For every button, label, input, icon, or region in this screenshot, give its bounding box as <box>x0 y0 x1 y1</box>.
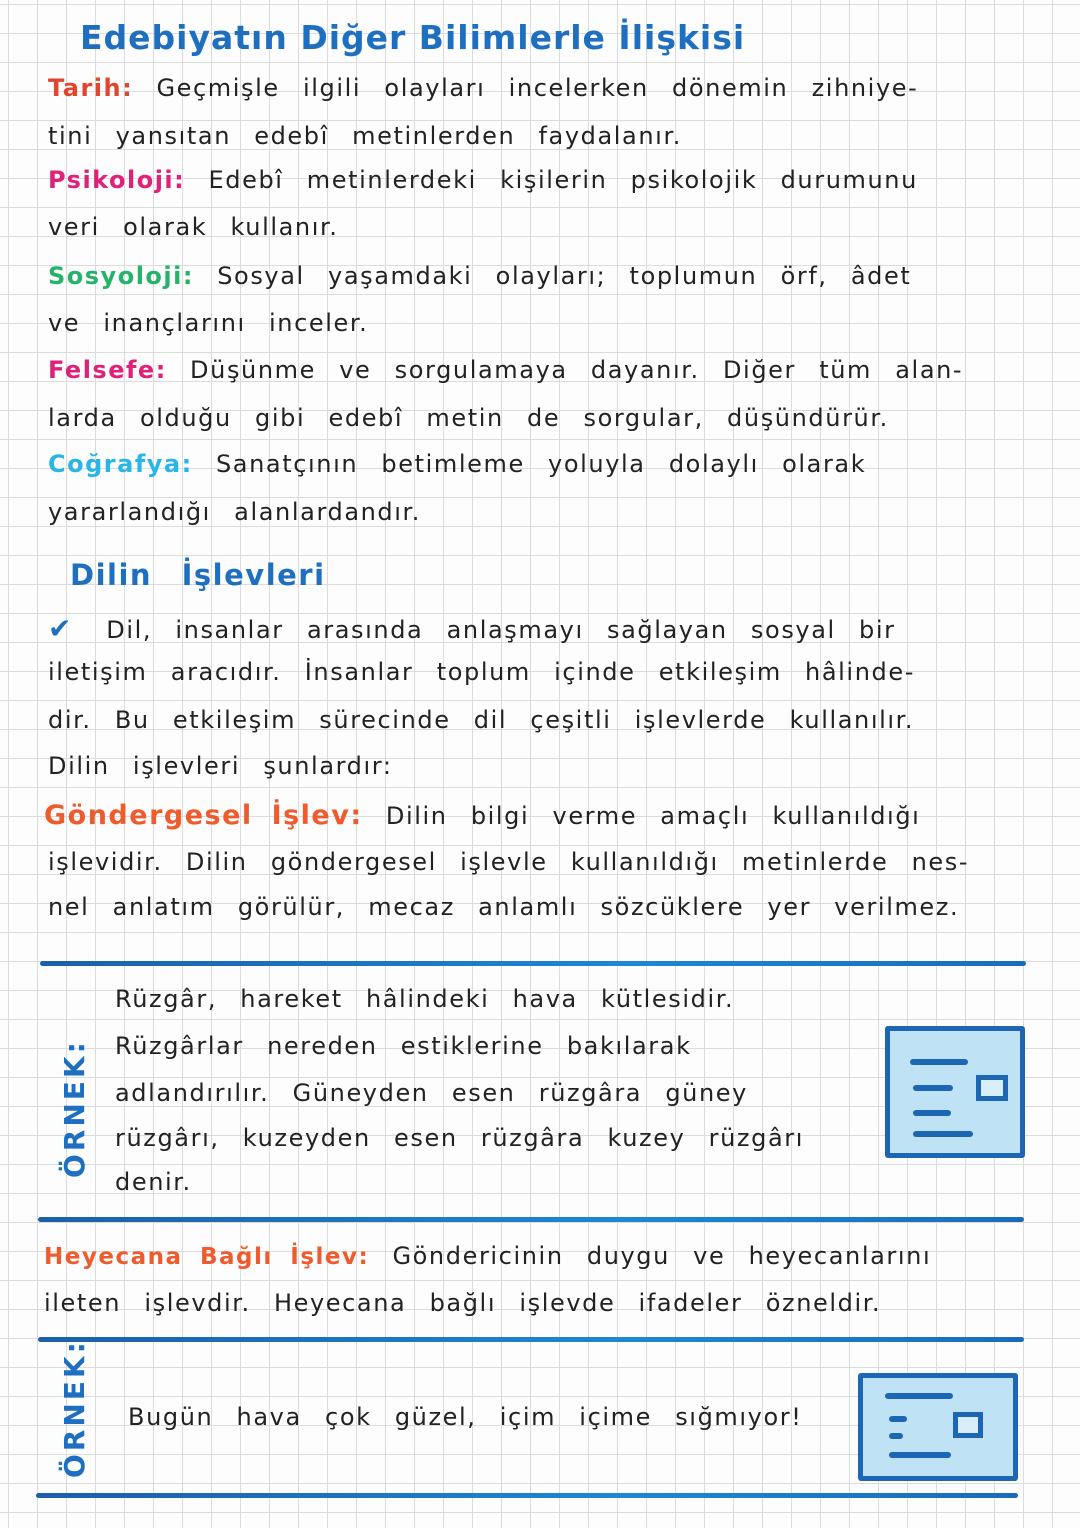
relation-psikoloji-line-1 <box>48 166 1050 194</box>
ornek-label: ÖRNEK: <box>58 1339 91 1478</box>
relation-sosyoloji-line-1 <box>48 262 1050 290</box>
intro-line-3: dir. Bu etkileşim sürecinde dil çeşitli işlevlerde kullanılır. <box>48 706 915 734</box>
ornek-label: ÖRNEK: <box>58 1039 91 1178</box>
relation-text: Sosyal yaşamdaki olayları; toplumun örf, âdet <box>217 262 912 290</box>
term-heyecana-bagli-islev: Heyecana Bağlı İşlev: <box>44 1244 370 1270</box>
relation-psikoloji-line-2: veri olarak kullanır. <box>48 213 339 241</box>
relation-cografya-line-2: yararlandığı alanlardandır. <box>48 498 422 526</box>
heyecana-text: Göndericinin duygu ve heyecanlarını <box>392 1242 932 1270</box>
relation-text: Sanatçının betimleme yoluyla dolaylı olarak <box>215 450 867 478</box>
term-sosyoloji: Sosyoloji: <box>48 262 194 290</box>
term-gondergesel-islev: Göndergesel İşlev: <box>44 800 363 831</box>
gondergesel-text: Dilin bilgi verme amaçlı kullanıldığı <box>385 802 921 830</box>
intro-line-1 <box>48 612 1050 645</box>
heyecana-line-1 <box>44 1242 1050 1270</box>
example2-line-1: Bugün hava çok güzel, içim içime sığmıyor! <box>128 1403 803 1431</box>
relation-felsefe-line-2: larda olduğu gibi edebî metin de sorgular, düşündürür. <box>48 404 889 432</box>
relation-tarih-line-1 <box>48 74 1050 102</box>
intro-text: Dil, insanlar arasında anlaşmayı sağlayan sosyal bir <box>106 616 896 644</box>
document-icon <box>858 1373 1018 1481</box>
check-icon: ✔ <box>48 612 74 645</box>
relation-text: Edebî metinlerdeki kişilerin psikolojik durumunu <box>208 166 918 194</box>
section-heading-dilin-islevleri: Dilin İşlevleri <box>70 558 326 592</box>
divider-rule <box>40 961 1026 966</box>
relation-tarih-line-2: tini yansıtan edebî metinlerden faydalanır. <box>48 122 682 150</box>
page-title: Edebiyatın Diğer Bilimlerle İlişkisi <box>80 18 746 57</box>
gondergesel-line-1 <box>44 800 1050 831</box>
term-felsefe: Felsefe: <box>48 356 167 384</box>
term-psikoloji: Psikoloji: <box>48 166 186 194</box>
example1-line-5: denir. <box>115 1168 192 1196</box>
term-tarih: Tarih: <box>48 74 134 102</box>
document-icon <box>885 1026 1025 1158</box>
divider-rule <box>36 1493 1018 1498</box>
intro-line-4: Dilin işlevleri şunlardır: <box>48 752 393 780</box>
divider-rule <box>38 1217 1024 1222</box>
example1-line-3: adlandırılır. Güneyden esen rüzgâra güney <box>115 1079 748 1107</box>
relation-sosyoloji-line-2: ve inançlarını inceler. <box>48 309 369 337</box>
relation-cografya-line-1 <box>48 450 1050 478</box>
example1-line-4: rüzgârı, kuzeyden esen rüzgâra kuzey rüzgârı <box>115 1124 805 1152</box>
gondergesel-line-3: nel anlatım görülür, mecaz anlamlı sözcüklere yer verilmez. <box>48 893 960 921</box>
divider-rule <box>38 1337 1024 1342</box>
intro-line-2: iletişim aracıdır. İnsanlar toplum içinde etkileşim hâlinde- <box>48 658 915 686</box>
example1-line-1: Rüzgâr, hareket hâlindeki hava kütlesidir. <box>115 985 735 1013</box>
relation-felsefe-line-1 <box>48 356 1050 384</box>
example1-line-2: Rüzgârlar nereden estiklerine bakılarak <box>115 1032 692 1060</box>
heyecana-line-2: ileten işlevdir. Heyecana bağlı işlevde ifadeler özneldir. <box>44 1289 882 1317</box>
term-cografya: Coğrafya: <box>48 450 193 478</box>
relation-text: Düşünme ve sorgulamaya dayanır. Diğer tüm alan- <box>190 356 964 384</box>
gondergesel-line-2: işlevidir. Dilin göndergesel işlevle kullanıldığı metinlerde nes- <box>48 848 970 876</box>
relation-text: Geçmişle ilgili olayları incelerken dönemin zihniye- <box>156 74 919 102</box>
